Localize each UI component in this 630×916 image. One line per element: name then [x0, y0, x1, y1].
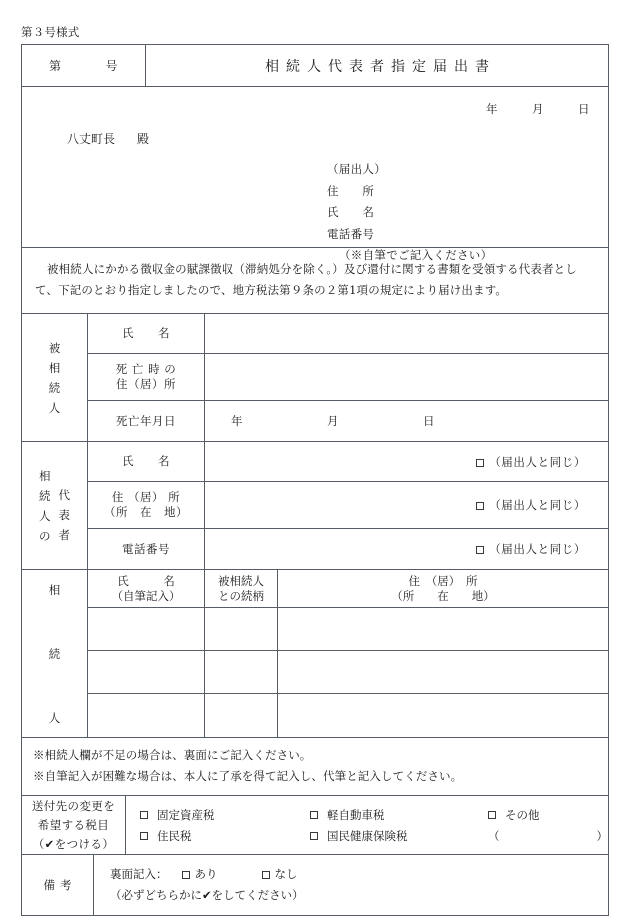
- heirs-note-line-2: ※自筆記入が困難な場合は、本人に了承を得て記入し、代筆と記入してください。: [33, 769, 463, 783]
- heirs-header-address-line2: （所 在 地）: [391, 588, 495, 603]
- heirs-section-label: [22, 570, 88, 737]
- remarks-instruction: （必ずどちらかに✔をしてください）: [110, 888, 304, 902]
- heir-address-input[interactable]: [278, 651, 608, 693]
- heirs-label-char-3: 人: [48, 710, 61, 725]
- tax-selection-section: [22, 796, 608, 855]
- document-number-label-prefix: 第: [48, 59, 62, 73]
- other-open-paren: （: [488, 828, 500, 843]
- heirs-header-address-line1: 住 （居） 所: [408, 573, 478, 588]
- heir-relation-input[interactable]: [205, 608, 278, 650]
- addressee-line: [67, 130, 149, 147]
- form-frame: [21, 44, 609, 916]
- tax-option-health-insurance-label: 国民健康保険税: [327, 828, 408, 843]
- death-day-label: 日: [423, 414, 435, 428]
- representative-fields: [88, 442, 608, 569]
- heirs-label-char-2: 続: [48, 646, 61, 661]
- rep-phone-same-as-declarant[interactable]: [205, 541, 608, 557]
- table-row: [88, 651, 608, 694]
- rep-label-c2-char-2: 表: [58, 507, 70, 522]
- checkbox-icon[interactable]: [140, 832, 148, 840]
- tax-option-other-input[interactable]: [488, 828, 608, 844]
- rep-address-same-as-declarant[interactable]: [205, 497, 608, 513]
- rep-label-c1-char-2: 続: [39, 488, 51, 503]
- decedent-label-char-3: 続: [48, 380, 61, 395]
- addressee-name: 八丈町長: [67, 132, 116, 146]
- heir-address-input[interactable]: [278, 694, 608, 737]
- tax-option-resident[interactable]: [140, 828, 310, 844]
- checkbox-icon[interactable]: [488, 811, 496, 819]
- checkbox-icon[interactable]: [140, 811, 148, 819]
- decedent-label-char-1: 被: [48, 340, 61, 355]
- rep-name-same-as-label: （届出人と同じ）: [489, 454, 586, 469]
- tax-option-other-label: その他: [505, 807, 540, 822]
- tax-option-health-insurance[interactable]: [310, 828, 488, 844]
- decedent-label-char-2: 相: [48, 360, 61, 375]
- checkbox-icon[interactable]: [476, 502, 484, 510]
- tax-label-line3: （✔をつける）: [32, 836, 115, 851]
- submission-date-line[interactable]: [486, 101, 590, 117]
- declarant-phone-field[interactable]: 電話番号: [327, 226, 375, 241]
- heir-relation-input[interactable]: [205, 694, 278, 737]
- form-number: 第３号様式: [21, 25, 80, 39]
- representative-phone-input[interactable]: [205, 529, 608, 569]
- heirs-header-name: [88, 570, 205, 607]
- heirs-header-relation-line1: 被相続人: [218, 573, 264, 588]
- checkbox-icon[interactable]: [476, 459, 484, 467]
- heirs-header-name-line2: （自筆記入）: [111, 588, 181, 603]
- death-year-label: 年: [231, 414, 243, 428]
- decedent-address-row: [88, 354, 608, 401]
- death-month-label: 月: [327, 414, 339, 428]
- tax-option-light-vehicle[interactable]: [310, 807, 488, 823]
- decedent-address-label-line1: 死 亡 時 の: [115, 362, 177, 376]
- heirs-header-name-line1: 氏 名: [117, 573, 175, 588]
- checkbox-icon[interactable]: [476, 546, 484, 554]
- rep-address-same-as-label: （届出人と同じ）: [489, 498, 586, 512]
- decedent-section: [22, 314, 608, 442]
- representative-address-label: [88, 482, 205, 528]
- remarks-label: 備考: [22, 855, 94, 915]
- decedent-address-label: [88, 354, 205, 400]
- table-row: [88, 694, 608, 737]
- heirs-notes: [22, 738, 608, 796]
- decedent-fields: [88, 314, 608, 441]
- tax-selection-label: [22, 796, 126, 854]
- title-row: [22, 45, 608, 87]
- rep-label-c1-char-1: 相: [39, 468, 51, 483]
- declarant-name-field[interactable]: 氏 名: [327, 205, 375, 219]
- checkbox-icon[interactable]: [182, 871, 190, 879]
- representative-address-row: [88, 482, 608, 529]
- document-title: 相続人代表者指定届出書: [265, 58, 496, 75]
- decedent-section-label: [22, 314, 88, 441]
- handwriting-note: （※自筆でご記入ください）: [339, 248, 493, 262]
- rep-label-c2-char-3: 者: [58, 527, 70, 542]
- decedent-death-date-input[interactable]: [205, 401, 608, 441]
- rep-address-label-line1: 住 （居） 所: [111, 490, 181, 504]
- table-row: [88, 608, 608, 651]
- heirs-header-relation: [205, 570, 278, 607]
- decedent-death-date-label: 死亡年月日: [88, 401, 205, 441]
- tax-label-line1: 送付先の変更を: [31, 798, 116, 813]
- rep-phone-same-as-label: （届出人と同じ）: [489, 542, 586, 556]
- decedent-name-label: 氏 名: [88, 314, 205, 353]
- checkbox-icon[interactable]: [310, 811, 318, 819]
- tax-label-line2: 希望する税目: [37, 817, 110, 832]
- heirs-table-header: [88, 570, 608, 608]
- heir-relation-input[interactable]: [205, 651, 278, 693]
- rep-name-same-as-declarant[interactable]: [205, 454, 608, 470]
- rep-label-c1-char-3: 人: [39, 508, 51, 523]
- tax-options-row-1: [140, 804, 608, 825]
- representative-name-row: [88, 442, 608, 482]
- declarant-block: [22, 87, 608, 262]
- decedent-name-row: [88, 314, 608, 354]
- decedent-label-char-4: 人: [48, 400, 61, 415]
- date-year-label: 年: [486, 102, 498, 116]
- heir-name-input[interactable]: [88, 651, 205, 693]
- heirs-header-relation-line2: との続柄: [218, 588, 264, 603]
- rep-address-label-line2: （所 在 地）: [104, 505, 188, 519]
- representative-phone-label: 電話番号: [88, 529, 205, 569]
- representative-section: [22, 442, 608, 570]
- decedent-address-input[interactable]: [205, 354, 608, 400]
- representative-phone-row: [88, 529, 608, 569]
- heir-name-input[interactable]: [88, 608, 205, 650]
- document-number-cell[interactable]: [22, 45, 146, 86]
- tax-options: [126, 796, 608, 854]
- representative-label-col-2: [59, 485, 71, 545]
- other-close-paren: ）: [596, 828, 608, 843]
- tax-option-other[interactable]: [488, 807, 608, 823]
- decedent-death-date-row: [88, 401, 608, 441]
- rep-label-c1-char-4: の: [39, 528, 51, 543]
- checkbox-icon[interactable]: [262, 871, 270, 879]
- heir-name-input[interactable]: [88, 694, 205, 737]
- date-day-label: 日: [578, 102, 590, 116]
- heirs-label-char-1: 相: [48, 582, 61, 597]
- declarant-fields: [327, 159, 492, 267]
- tax-option-property[interactable]: [140, 807, 310, 823]
- decedent-address-label-line2: 住（居）所: [116, 377, 176, 391]
- back-side-entry-line: [110, 864, 608, 885]
- heirs-header-address: [278, 570, 608, 607]
- representative-label-col-1: [39, 466, 51, 546]
- addressee-honorific: 殿: [137, 132, 150, 146]
- rep-label-c2-char-1: 代: [58, 487, 70, 502]
- declarant-section-label: （届出人）: [327, 162, 386, 176]
- tax-options-row-2: [140, 825, 608, 846]
- representative-address-input[interactable]: [205, 482, 608, 528]
- remarks-body: [94, 855, 608, 915]
- representative-name-label: 氏 名: [88, 442, 205, 481]
- date-month-label: 月: [532, 102, 544, 116]
- tax-option-light-vehicle-label: 軽自動車税: [327, 807, 385, 822]
- declarant-address-field[interactable]: 住 所: [327, 183, 375, 198]
- heir-address-input[interactable]: [278, 608, 608, 650]
- back-side-yes-label: あり: [194, 867, 218, 881]
- checkbox-icon[interactable]: [310, 832, 318, 840]
- document-number-label-suffix: 号: [105, 59, 119, 73]
- heirs-section: [22, 570, 608, 738]
- statement-block: [22, 248, 608, 314]
- statement-text: 被相続人にかかる徴収金の賦課徴収（滞納処分を除く。）及び還付に関する書類を受領する代表者として、下記のとおり指定しましたので、地方税法第９条の２第1項の規定により届け出ます。: [35, 262, 577, 297]
- tax-option-property-label: 固定資産税: [157, 807, 215, 822]
- remarks-section: [22, 855, 608, 915]
- back-side-no-label: なし: [274, 867, 298, 881]
- decedent-name-input[interactable]: [205, 314, 608, 353]
- back-side-prompt: 裏面記入：: [110, 867, 168, 881]
- heirs-note-line-1: ※相続人欄が不足の場合は、裏面にご記入ください。: [33, 748, 312, 762]
- tax-option-resident-label: 住民税: [157, 828, 192, 843]
- heirs-table: [88, 570, 608, 737]
- representative-name-input[interactable]: [205, 442, 608, 481]
- representative-section-label: [22, 442, 88, 569]
